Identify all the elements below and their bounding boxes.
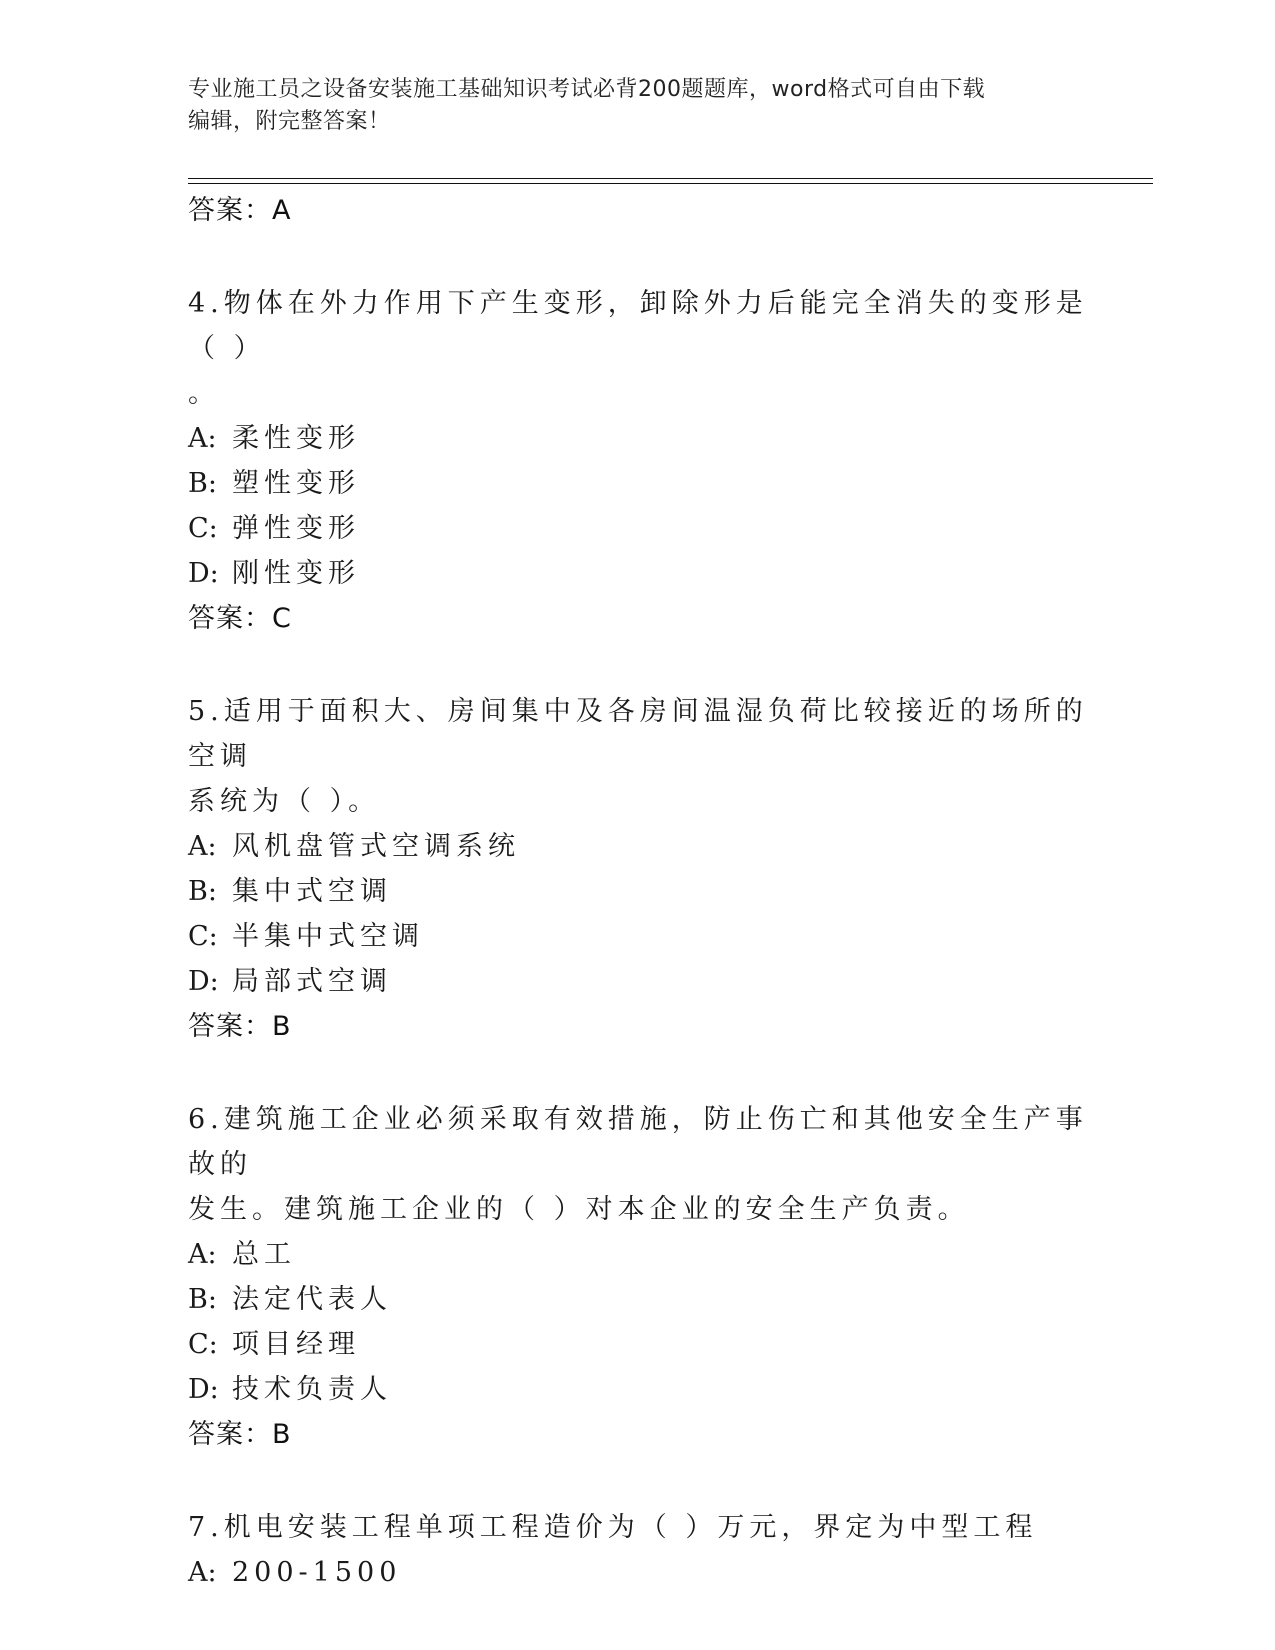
option-key: C: [188, 1329, 218, 1360]
option-text: 总工 [232, 1239, 296, 1270]
option-text: 技术负责人 [232, 1374, 392, 1405]
answer-line: 答案：B [188, 1011, 292, 1042]
option-key: B: [188, 1284, 217, 1315]
option-c [188, 506, 1088, 551]
option-a [188, 1232, 1088, 1277]
answer-line: 答案：B [188, 1419, 292, 1450]
option-text: 项目经理 [232, 1329, 360, 1360]
option-a [188, 416, 1088, 461]
option-key: B: [188, 876, 217, 907]
option-text: 风机盘管式空调系统 [232, 831, 520, 862]
option-b [188, 461, 1088, 506]
option-text: 局部式空调 [232, 966, 392, 997]
document-header [188, 74, 1088, 138]
option-a [188, 824, 1088, 869]
header-line-2: 编辑，附完整答案！ [188, 109, 391, 134]
option-text: 法定代表人 [232, 1284, 392, 1315]
question-4 [188, 281, 1088, 641]
question-5 [188, 689, 1088, 1049]
option-text: 集中式空调 [232, 876, 392, 907]
question-7 [188, 1505, 1088, 1595]
option-text: 半集中式空调 [232, 921, 424, 952]
option-text: 塑性变形 [232, 468, 360, 499]
answer-line: 答案：C [188, 603, 292, 634]
question-text-line: 5.适用于面积大、房间集中及各房间温湿负荷比较接近的场所的空调 [188, 696, 1088, 772]
header-rule-bottom [188, 183, 1153, 184]
question-text-line: 。 [188, 378, 220, 409]
option-key: A: [188, 1239, 217, 1270]
question-text-line: 7.机电安装工程单项工程造价为（ ）万元，界定为中型工程 [188, 1512, 1038, 1543]
option-b [188, 869, 1088, 914]
question-text-line: 系统为（ ）。 [188, 786, 381, 817]
option-key: A: [188, 423, 217, 454]
header-rule-top [188, 178, 1153, 179]
option-d [188, 551, 1088, 596]
option-text: 刚性变形 [232, 558, 360, 589]
question-list [188, 188, 1088, 1595]
option-c [188, 1322, 1088, 1367]
question-text-line: 发生。建筑施工企业的（ ）对本企业的安全生产负责。 [188, 1194, 970, 1225]
answer-line: 答案：A [188, 195, 292, 226]
question-text-line: 4.物体在外力作用下产生变形，卸除外力后能完全消失的变形是（ ） [188, 288, 1088, 364]
option-text: 弹性变形 [232, 513, 360, 544]
option-key: D: [188, 966, 219, 997]
option-text: 柔性变形 [232, 423, 360, 454]
option-text: 200-1500 [232, 1557, 402, 1588]
option-a [188, 1550, 1088, 1595]
option-key: D: [188, 558, 219, 589]
option-b [188, 1277, 1088, 1322]
question-text-line: 6.建筑施工企业必须采取有效措施，防止伤亡和其他安全生产事故的 [188, 1104, 1088, 1180]
option-key: C: [188, 513, 218, 544]
option-key: A: [188, 831, 217, 862]
option-d [188, 959, 1088, 1004]
option-key: D: [188, 1374, 219, 1405]
option-d [188, 1367, 1088, 1412]
option-key: A: [188, 1557, 217, 1588]
option-key: C: [188, 921, 218, 952]
question-6 [188, 1097, 1088, 1457]
option-key: B: [188, 468, 217, 499]
option-c [188, 914, 1088, 959]
header-line-1: 专业施工员之设备安装施工基础知识考试必背200题题库，word格式可自由下载 [188, 77, 986, 102]
